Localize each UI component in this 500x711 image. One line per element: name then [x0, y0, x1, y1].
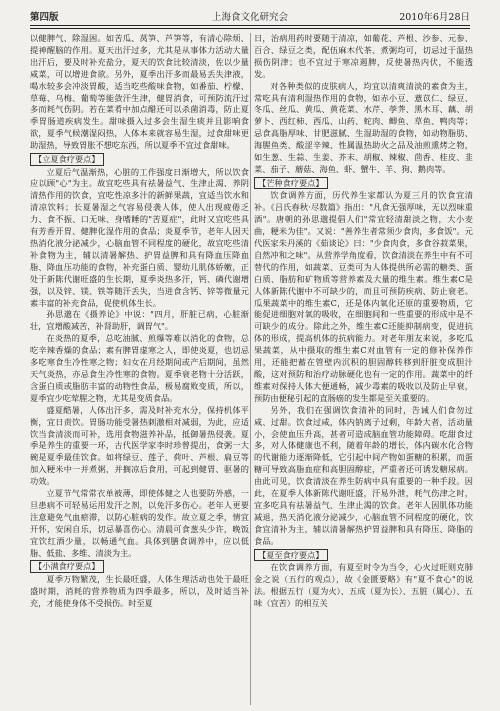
paragraph: 夏季万物繁茂，生长最旺盛，人体生理活动也处于最旺盛时期，消耗的营养物质为四季最多，所以，及时适当补充，才能使身体不受损伤。时至夏: [30, 573, 249, 608]
header-rule-thin: [30, 28, 470, 29]
issue-date: 2010年6月28日: [399, 12, 470, 23]
issue-label: 第四版: [30, 12, 59, 23]
paragraph: 在饮食调养方面，有夏至时令为当令，心火过旺则克肺金之说（五行的观点），故《金匮要略》有"夏不食心"的说法。根据五行（夏为火）、五成（夏为长）、五脏（属心）、五味（宜苦）的相互关: [254, 562, 473, 608]
header-rule-thick: [30, 25, 470, 26]
left-column: [30, 33, 249, 705]
section-heading-xiazhi: 【夏至食疗要点】: [254, 549, 328, 562]
paragraph: 在炎热的夏季，总吃油腻、煎爆等难以消化的食物，总吃辛辣香燥的食品；素有脾胃虚寒之人，即使炎夏，也切忌多吃寒食生冷性寒之物；妇女在月经期间或产后期间，虽然天气炎热，亦忌食生冷性寒的食物。夏季衰老物十分活跃，含蛋白质或脂肪丰富的动物性食品，极易腐败变质，所以，夏季宜少吃荤腥之物，尤其是变质食品。: [30, 333, 249, 403]
paragraph: 对各种类似的皮肤病人，均宜以清爽清淡的素食为主，常吃具有清利湿热作用的食物，如赤小豆、薏苡仁、绿豆、冬瓜、丝瓜、黄瓜、黄花菜、水芹、荸荠、黑木耳、藕、胡萝卜、西红柿、西瓜、山药、蛇肉、鲫鱼、草鱼、鸭肉等；忌食高脂厚味、甘肥滋腻、生湿助湿的食物，如动物脂肪、海腥鱼类、酸涩辛辣、性属温热助火之品及油煎熏烤之物，如生葱、生蒜、生姜、芥末、胡椒、辣椒、茴香、桂皮、韭菜、茄子、蘑菇、海鱼、虾、蟹牛、羊、狗、鹅肉等。: [254, 80, 473, 174]
section-heading-xiaoman: 【小满食疗要点】: [30, 560, 104, 573]
paragraph: 立夏节气常常衣单被薄，即使体健之人也要防外感，一旦患病不可轻易运用发汗之剂，以免汗多伤心。老年人更要注意避免气血瘀滞，以防心脏病的发作。故立夏之季，情宜开怀，安闲自乐，切忌暴喜伤心。清晨可食葱头少许，晚饭宜饮红酒少量，以畅通气血。具体到膳食调养中，应以低脂、低盐、多维、清淡为主。: [30, 488, 249, 558]
column-divider: [250, 33, 251, 705]
paragraph: 孙思邈在《摄养论》中说："四月，肝脏已病，心脏渐壮，宜增酸减苦，补肾助肝，调胃气"。: [30, 309, 249, 332]
paragraph: 盛夏酷暑，人体出汗多，需及时补充水分，保持机体平衡，宜日责饮。胃肠功能受暑热刺激相对减弱，为此，应适饮当食清淡而可补，选用食物滋养补品，抵御暑热侵袭。夏季是养生的重要一环，古代医学家李时珍曾提出，食粥一大碗是夏季最佳饮食。如将绿豆、莲子、荷叶、芦根、扁豆等加入粳米中一并煮粥，并搁凉后食用，可起到健胃、驱暑的功效。: [30, 404, 249, 487]
paragraph: 另外，我们在强调饮食清补的同时，告诫人们食勿过咸、过甜。饮食过咸，体内钠离子过剩，年龄大者，活动量小，会使血压升高，甚者可造成脑血管功能障碍。吃甜食过多，对人体健康也不利，随着年龄的增长，体内碳水化合物的代谢能力逐渐降低，它引起中间产物如蛋糖的积累，而蛋糖可导致高脂血症和高胆固醇症，严重者还可诱发糖尿病。由此可见，饮食清淡在养生防病中具有重要的一种手段。因此，在夏季人体新陈代谢旺盛，汗易外泄，耗气伤津之时，宜多吃具有祛暑益气、生津止渴的饮食。老年人因肌体功能减退，热天消化液分泌减少，心脑血管不同程度的硬化，饮食宜清补为主，辅以清暑解热护胃益脾和具有降压、降脂的食品。: [254, 404, 473, 546]
section-heading-lixia: 【立夏食疗要点】: [30, 153, 104, 166]
paragraph: 以健脾气、除湿困。如苦瓜、莴笋、芦笋等，有清心除烦、提神醒脑的作用。夏天出汗过多，尤其是从事体力活动大量出汗后，要及时补充盐分，夏天的饮食比较清淡，佐以少量咸菜，可以增进食欲。另外，夏季出汗多而最易丢失津液，喝水较多会冲淡胃酸，适当吃些酸味食物，如番茄、柠檬、草莓、乌梅、葡萄等能敛汗生津，健胃消食，可预防流汗过多而耗气伤阴。若在菜肴中加点醋还可以杀菌消毒，防止夏季胃肠道疾病发生。甜味摄入过多会生湿生痰并且影响食欲，夏季气候潮湿闷热，人体本来就容易生湿，过食甜味更助湿热，导致胃胀不想吃东西，所以夏季不宜过食甜味。: [30, 33, 249, 151]
right-column: [254, 33, 473, 705]
paragraph: 立夏后气温渐热，心脏的工作强度日渐增大，所以饮食应以顾"心"为主。故宜吃些具有祛暑益气、生津止渴、养阴清热作用的饮食，宜吃性凉多汁的新鲜果蔬，宜适当饮水和清凉饮料；长夏暑湿之气容易侵袭人体，使人出现疲倦乏力、食不振、口无味、身嗜睡的"苦夏症"，此时又宜吃些具有芳香开胃、健脾化湿作用的食品；炎夏季节，老年人因天热消化液分泌减少，心脑血管不同程度的硬化，故宜吃些清补食物为主，辅以清暑解热、护胃益脾和具有降血压降血脂、降血压功能的食物，补充蛋白质、婴幼儿肌体娇嫩，正处于新陈代谢旺盛的生长期，夏季炎热多汗，钙、磷代谢增强，以及锌、镁、铁等随汗丢失，当进食含钙、锌等微量元素丰富的补充食品，促使机体生长。: [30, 166, 249, 308]
paragraph: 饮食调养方面，历代养生家都认为夏三月的饮食宜清补。《吕氏春秋·尽数篇》指出："凡食无强厚味，无以烈味重酒"。唐朝的孙思邈提倡人们"常宜轻清甜淡之物，大小麦曲，粳米为佳"。又说："善养生者常须少食肉，多食饭"。元代医家朱丹溪的《茹谈论》曰："少食肉食，多食谷菽菜果，自然冲和之味"。从营养学角度看，饮食清淡在养生中有不可替代的作用，如蔬菜、豆类可为人体提供所必需的糖类、蛋白质、脂肪和矿物质等营养素及大量的维生素。维生素C是人体新陈代谢中不可缺少的，而且可预防疾病、防止衰老。瓜果蔬菜中的维生素C，还是体内氧化还原的重要物质，它能促进细胞对氧的吸收，在细胞间和一些重要的形成中是不可缺少的成分。除此之外，维生素C还能抑制病变，促进抗体的形成，提高机体的抗病能力。对老年朋友来说，多吃瓜果蔬菜，从中摄取的维生素C对血管有一定的修补保养作用，还能把蓄在管壁内沉积的胆固醇转移到肝脏变成胆汁酸，这对预防和治疗动脉硬化也有一定的作用。蔬菜中的纤维素对保持人体大便通畅，减少毒素的吸收以及防止早衰，预防由便秘引起的直肠癌的发生都是至关重要的。: [254, 190, 473, 403]
paragraph: 日，治病用药时要随于清凉，如葡花、芦根、沙参、元参、百合、绿豆之类，配伍麻木代茶、煮粥均可，切忌过于温热损伤阴津；也不宜过于寒凉遏脾，反使暑热内伏，不能透发。: [254, 33, 473, 79]
page-header: [30, 4, 470, 23]
section-heading-mangzhong: 【芒种食疗要点】: [254, 177, 328, 190]
newspaper-name: 上海食文化研究会: [211, 12, 288, 23]
